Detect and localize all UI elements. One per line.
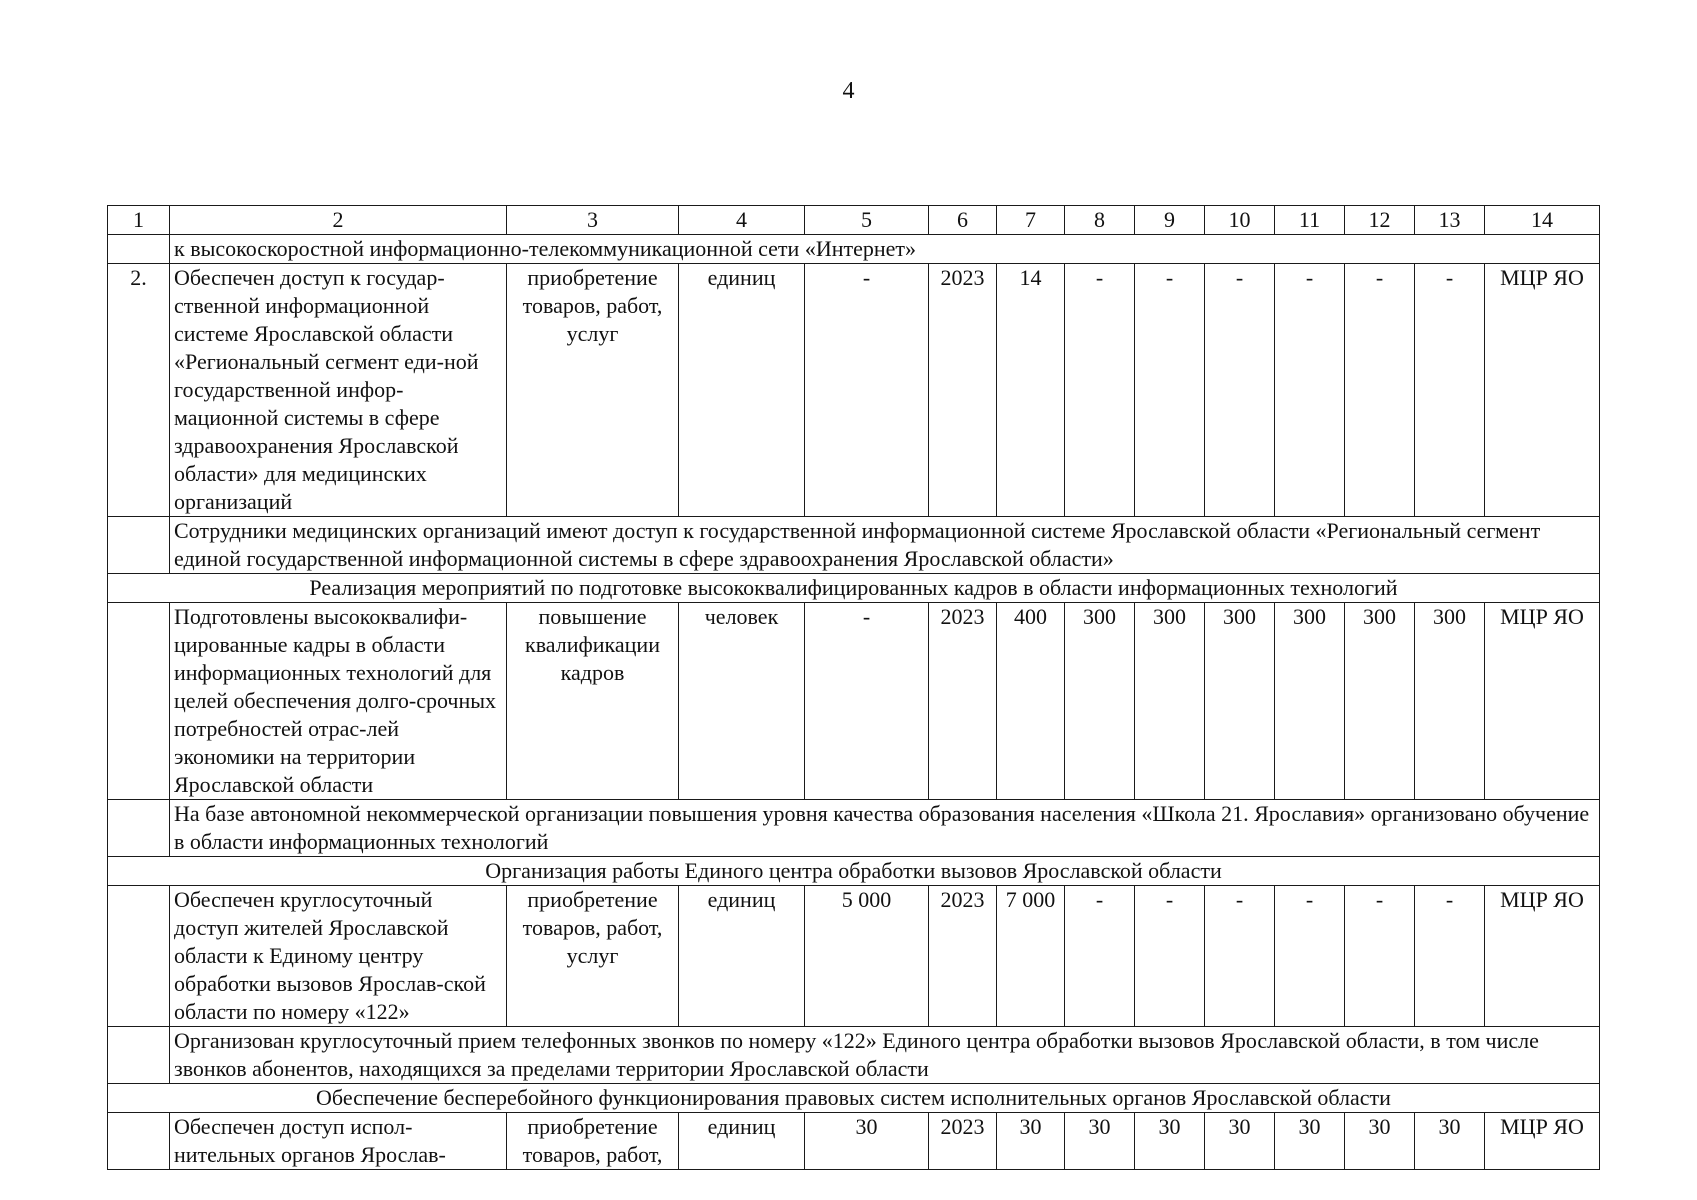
result-description: Обеспечен круглосуточный доступ жителей Ярославской области к Единому центру обработки вызовов Ярослав-ской области по номеру «122» (170, 886, 507, 1027)
value-col-10: - (1205, 886, 1275, 1027)
base-year: 2023 (929, 1113, 997, 1170)
value-col-7: 14 (997, 264, 1065, 517)
column-header: 10 (1205, 206, 1275, 235)
column-header: 14 (1485, 206, 1600, 235)
base-year: 2023 (929, 886, 997, 1027)
result-type: приобретение товаров, работ, услуг (507, 886, 679, 1027)
note-text: Сотрудники медицинских организаций имеют доступ к государственной информационной системе Ярославской области «Региональный сегмент единой государственной информационной системы в сфере здравоохранения Ярославской области» (170, 517, 1600, 574)
value-col-7: 30 (997, 1113, 1065, 1170)
column-header: 13 (1415, 206, 1485, 235)
base-year: 2023 (929, 603, 997, 800)
unit: человек (679, 603, 805, 800)
base-year: 2023 (929, 264, 997, 517)
note-text: Организован круглосуточный прием телефонных звонков по номеру «122» Единого центра обработки вызовов Ярославской области, в том числе звонков абонентов, находящихся за пределами территории Ярославской области (170, 1027, 1600, 1084)
value-col-9: - (1135, 886, 1205, 1027)
base-value: 30 (805, 1113, 929, 1170)
continuation-text: к высокоскоростной информационно-телекоммуникационной сети «Интернет» (170, 235, 1600, 264)
unit: единиц (679, 1113, 805, 1170)
responsible: МЦР ЯО (1485, 1113, 1600, 1170)
column-header: 4 (679, 206, 805, 235)
value-col-13: - (1415, 264, 1485, 517)
section-title: Обеспечение бесперебойного функционирования правовых систем исполнительных органов Ярославской области (108, 1084, 1600, 1113)
note-row (108, 1027, 1600, 1084)
column-header: 1 (108, 206, 170, 235)
value-col-12: 30 (1345, 1113, 1415, 1170)
section-row (108, 574, 1600, 603)
section-row (108, 857, 1600, 886)
row-number (108, 1113, 170, 1170)
value-col-10: 30 (1205, 1113, 1275, 1170)
column-header: 3 (507, 206, 679, 235)
row-number (108, 603, 170, 800)
note-text: На базе автономной некоммерческой организации повышения уровня качества образования населения «Школа 21. Ярославия» организовано обучение в области информационных технологий (170, 800, 1600, 857)
section-title: Реализация мероприятий по подготовке высококвалифицированных кадров в области информационных технологий (108, 574, 1600, 603)
value-col-11: - (1275, 886, 1345, 1027)
value-col-8: 300 (1065, 603, 1135, 800)
value-col-12: - (1345, 264, 1415, 517)
column-number-row (108, 206, 1600, 235)
unit: единиц (679, 886, 805, 1027)
responsible: МЦР ЯО (1485, 603, 1600, 800)
responsible: МЦР ЯО (1485, 264, 1600, 517)
value-col-7: 7 000 (997, 886, 1065, 1027)
value-col-11: 300 (1275, 603, 1345, 800)
column-header: 6 (929, 206, 997, 235)
result-description: Подготовлены высококвалифи-цированные кадры в области информационных технологий для целей обеспечения долго-срочных потребностей отрас-лей экономики на территории Ярославской области (170, 603, 507, 800)
value-col-13: - (1415, 886, 1485, 1027)
value-col-10: 300 (1205, 603, 1275, 800)
column-header: 5 (805, 206, 929, 235)
column-header: 2 (170, 206, 507, 235)
result-description: Обеспечен доступ испол-нительных органов Ярослав- (170, 1113, 507, 1170)
table-row (108, 603, 1600, 800)
result-type: приобретение товаров, работ, (507, 1113, 679, 1170)
value-col-7: 400 (997, 603, 1065, 800)
indicators-table (107, 205, 1600, 1170)
value-col-13: 30 (1415, 1113, 1485, 1170)
row-number (108, 886, 170, 1027)
row-number: 2. (108, 264, 170, 517)
value-col-12: - (1345, 886, 1415, 1027)
responsible: МЦР ЯО (1485, 886, 1600, 1027)
value-col-9: 30 (1135, 1113, 1205, 1170)
table-row (108, 886, 1600, 1027)
table-row (108, 264, 1600, 517)
note-row (108, 800, 1600, 857)
page-number: 4 (842, 78, 855, 104)
section-title: Организация работы Единого центра обработки вызовов Ярославской области (108, 857, 1600, 886)
value-col-8: - (1065, 264, 1135, 517)
column-header: 9 (1135, 206, 1205, 235)
section-row (108, 1084, 1600, 1113)
value-col-12: 300 (1345, 603, 1415, 800)
table-row (108, 1113, 1600, 1170)
column-header: 12 (1345, 206, 1415, 235)
value-col-13: 300 (1415, 603, 1485, 800)
value-col-9: 300 (1135, 603, 1205, 800)
unit: единиц (679, 264, 805, 517)
column-header: 11 (1275, 206, 1345, 235)
value-col-10: - (1205, 264, 1275, 517)
base-value: 5 000 (805, 886, 929, 1027)
result-type: приобретение товаров, работ, услуг (507, 264, 679, 517)
column-header: 8 (1065, 206, 1135, 235)
base-value: - (805, 603, 929, 800)
value-col-11: - (1275, 264, 1345, 517)
value-col-9: - (1135, 264, 1205, 517)
value-col-8: 30 (1065, 1113, 1135, 1170)
column-header: 7 (997, 206, 1065, 235)
result-type: повышение квалификации кадров (507, 603, 679, 800)
note-row (108, 517, 1600, 574)
value-col-11: 30 (1275, 1113, 1345, 1170)
base-value: - (805, 264, 929, 517)
indicators-table-container (107, 205, 1599, 1170)
value-col-8: - (1065, 886, 1135, 1027)
result-description: Обеспечен доступ к государ-ственной информационной системе Ярославской области «Региональный сегмент еди-ной государственной инфор-мационной системы в сфере здравоохранения Ярославской области» для медицинских организаций (170, 264, 507, 517)
continuation-row (108, 235, 1600, 264)
